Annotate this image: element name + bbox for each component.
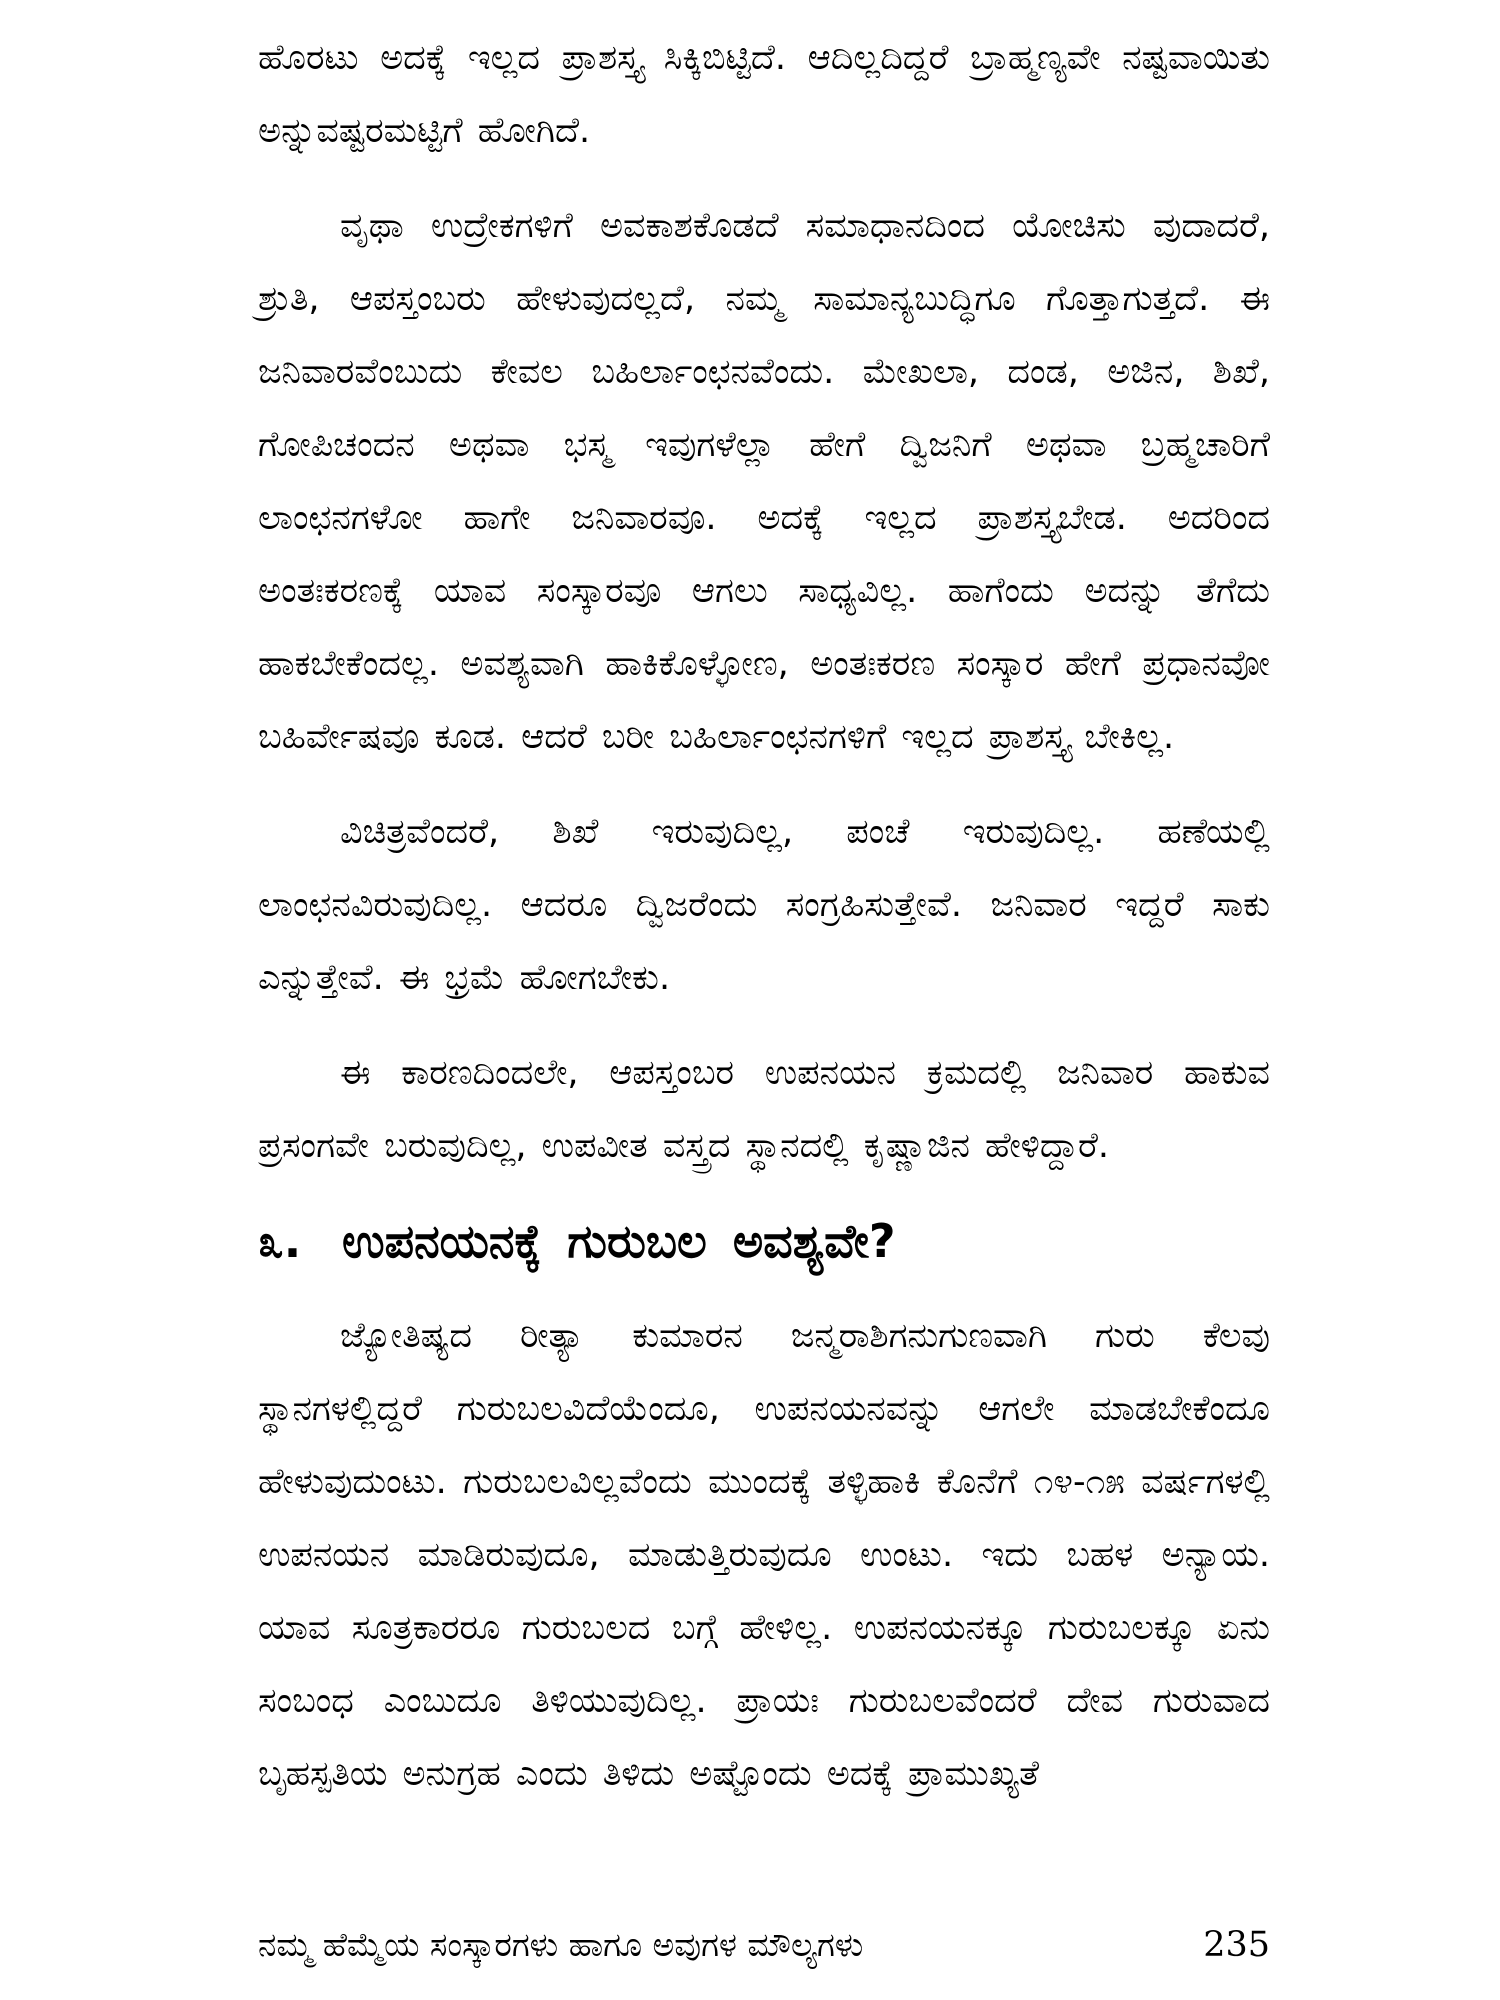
section-title: ಉಪನಯನಕ್ಕೆ ಗುರುಬಲ ಅವಶ್ಯವೇ? [342,1214,896,1268]
page-body [258,22,1270,1833]
paragraph-continuation: ಹೊರಟು ಅದಕ್ಕೆ ಇಲ್ಲದ ಪ್ರಾಶಸ್ತ್ಯ ಸಿಕ್ಕಿಬಿಟ್ಟಿದೆ. ಆದಿಲ್ಲದಿದ್ದರೆ ಬ್ರಾಹ್ಮಣ್ಯವೇ ನಷ್ಟವಾಯಿತು ಅನ್ನುವಷ್ಟರಮಟ್ಟಿಗೆ ಹೋಗಿದೆ. [258,38,1270,151]
paragraph-strange-practice: ವಿಚಿತ್ರವೆಂದರೆ, ಶಿಖೆ ಇರುವುದಿಲ್ಲ, ಪಂಚೆ ಇರುವುದಿಲ್ಲ. ಹಣೆಯಲ್ಲಿ ಲಾಂಛನವಿರುವುದಿಲ್ಲ. ಆದರೂ ದ್ವಿಜರೆಂದು ಸಂಗ್ರಹಿಸುತ್ತೇವೆ. ಜನಿವಾರ ಇದ್ದರೆ ಸಾಕು ಎನ್ನುತ್ತೇವೆ. ಈ ಭ್ರಮೆ ಹೋಗಬೇಕು. [258,812,1270,998]
page-number: 235 [1203,1925,1270,1965]
footer-book-title: ನಮ್ಮ ಹೆಮ್ಮೆಯ ಸಂಸ್ಕಾರಗಳು ಹಾಗೂ ಅವುಗಳ ಮೌಲ್ಯಗಳು [258,1925,864,1964]
paragraph-gurubala: ಜ್ಯೋತಿಷ್ಯದ ರೀತ್ಯಾ ಕುಮಾರನ ಜನ್ಮರಾಶಿಗನುಗುಣವಾಗಿ ಗುರು ಕೆಲವು ಸ್ಥಾನಗಳಲ್ಲಿದ್ದರೆ ಗುರುಬಲವಿದೆಯೆಂದೂ, ಉಪನಯನವನ್ನು ಆಗಲೇ ಮಾಡಬೇಕೆಂದೂ ಹೇಳುವುದುಂಟು. ಗುರುಬಲವಿಲ್ಲವೆಂದು ಮುಂದಕ್ಕೆ ತಳ್ಳಿಹಾಕಿ ಕೊನೆಗೆ ೧೪-೧೫ ವರ್ಷಗಳಲ್ಲಿ ಉಪನಯನ ಮಾಡಿರುವುದೂ, ಮಾಡುತ್ತಿರುವುದೂ ಉಂಟು. ಇದು ಬಹಳ ಅನ್ಯಾಯ. ಯಾವ ಸೂತ್ರಕಾರರೂ ಗುರುಬಲದ ಬಗ್ಗೆ ಹೇಳಿಲ್ಲ. ಉಪನಯನಕ್ಕೂ ಗುರುಬಲಕ್ಕೂ ಏನು ಸಂಬಂಧ ಎಂಬುದೂ ತಿಳಿಯುವುದಿಲ್ಲ. ಪ್ರಾಯಃ ಗುರುಬಲವೆಂದರೆ ದೇವ ಗುರುವಾದ ಬೃಹಸ್ಪತಿಯ ಅನುಗ್ರಹ ಎಂದು ತಿಳಿದು ಅಷ್ಟೊಂದು ಅದಕ್ಕೆ ಪ್ರಾಮುಖ್ಯತೆ [258,1316,1270,1794]
page-footer [258,1920,1270,1970]
paragraph-janivara-explanation: ವೃಥಾ ಉದ್ರೇಕಗಳಿಗೆ ಅವಕಾಶಕೊಡದೆ ಸಮಾಧಾನದಿಂದ ಯೋಚಿಸು ವುದಾದರೆ, ಶ್ರುತಿ, ಆಪಸ್ತಂಬರು ಹೇಳುವುದಲ್ಲದೆ, ನಮ್ಮ ಸಾಮಾನ್ಯಬುದ್ಧಿಗೂ ಗೊತ್ತಾಗುತ್ತದೆ. ಈ ಜನಿವಾರವೆಂಬುದು ಕೇವಲ ಬಹಿರ್ಲಾಂಛನವೆಂದು. ಮೇಖಲಾ, ದಂಡ, ಅಜಿನ, ಶಿಖೆ, ಗೋಪಿಚಂದನ ಅಥವಾ ಭಸ್ಮ ಇವುಗಳೆಲ್ಲಾ ಹೇಗೆ ದ್ವಿಜನಿಗೆ ಅಥವಾ ಬ್ರಹ್ಮಚಾರಿಗೆ ಲಾಂಛನಗಳೋ ಹಾಗೇ ಜನಿವಾರವೂ. ಅದಕ್ಕೆ ಇಲ್ಲದ ಪ್ರಾಶಸ್ತ್ಯಬೇಡ. ಅದರಿಂದ ಅಂತಃಕರಣಕ್ಕೆ ಯಾವ ಸಂಸ್ಕಾರವೂ ಆಗಲು ಸಾಧ್ಯವಿಲ್ಲ. ಹಾಗೆಂದು ಅದನ್ನು ತೆಗೆದು ಹಾಕಬೇಕೆಂದಲ್ಲ. ಅವಶ್ಯವಾಗಿ ಹಾಕಿಕೊಳ್ಳೋಣ, ಅಂತಃಕರಣ ಸಂಸ್ಕಾರ ಹೇಗೆ ಪ್ರಧಾನವೋ ಬಹಿರ್ವೇಷವೂ ಕೂಡ. ಆದರೆ ಬರೀ ಬಹಿರ್ಲಾಂಛನಗಳಿಗೆ ಇಲ್ಲದ ಪ್ರಾಶಸ್ತ್ಯ ಬೇಕಿಲ್ಲ. [258,206,1270,757]
section-heading [258,1205,1270,1278]
paragraph-apastamba: ಈ ಕಾರಣದಿಂದಲೇ, ಆಪಸ್ತಂಬರ ಉಪನಯನ ಕ್ರಮದಲ್ಲಿ ಜನಿವಾರ ಹಾಕುವ ಪ್ರಸಂಗವೇ ಬರುವುದಿಲ್ಲ, ಉಪವೀತ ವಸ್ತ್ರದ ಸ್ಥಾನದಲ್ಲಿ ಕೃಷ್ಣಾಜಿನ ಹೇಳಿದ್ದಾರೆ. [258,1053,1270,1166]
section-number: ೩. [258,1214,302,1268]
